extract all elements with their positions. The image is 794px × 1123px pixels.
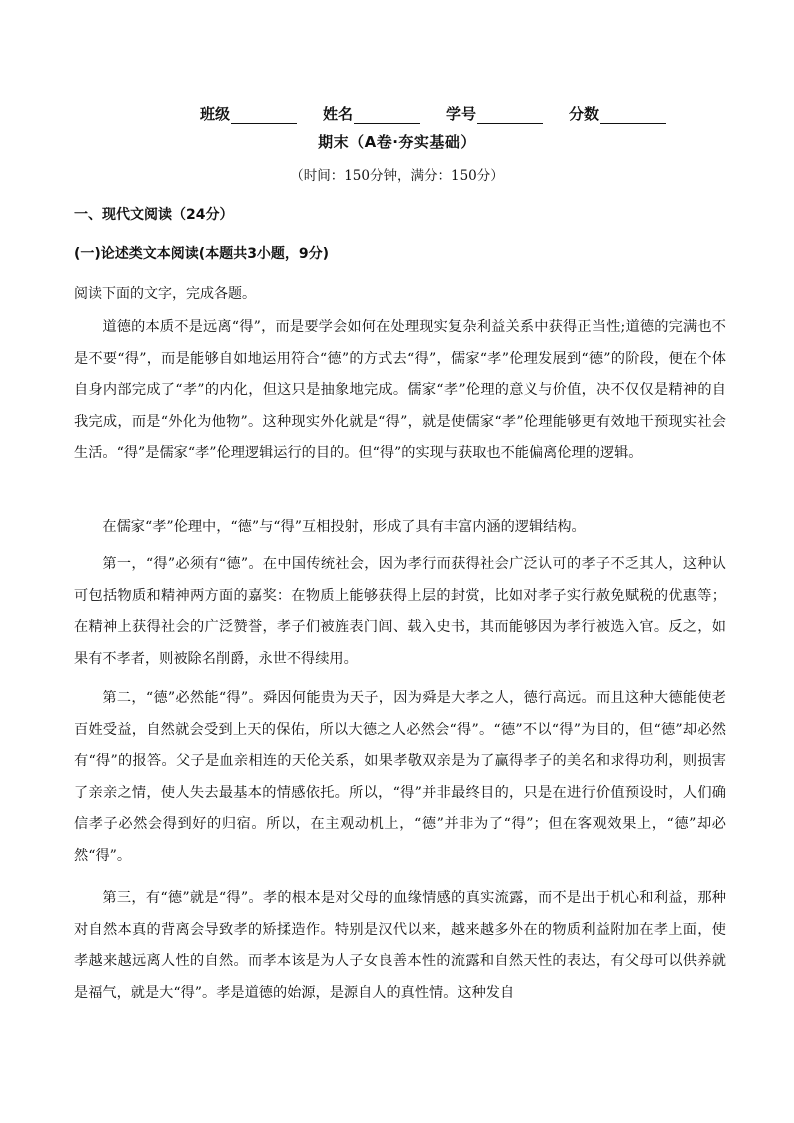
exam-title: 期末（A卷·夯实基础）	[318, 133, 476, 151]
paragraph-5: 第三，有“德”就是“得”。孝的根本是对父母的血缘情感的真实流露，而不是出于机心和利益，那种对自然本真的背离会导致孝的矫揉造作。特别是汉代以来，越来越多外在的物质利益附加在孝上面，使孝越来越远离人性的自然。而孝本该是为人子女良善本性的流露和自然天性的表达，有父母可以供养就是福气，就是大“得”。孝是道德的始源，是源自人的真性情。这种发自	[74, 890, 726, 1001]
paragraph-3: 第一，“得”必须有“德”。在中国传统社会，因为孝行而获得社会广泛认可的孝子不乏其人，这种认可包括物质和精神两方面的嘉奖：在物质上能够获得上层的封赏，比如对孝子实行赦免赋税的优惠等；在精神上获得社会的广泛赞誉，孝子们被旌表门闾、载入史书，其而能够因为孝行被选入官。反之，如果有不孝者，则被除名削爵，永世不得续用。	[74, 556, 726, 667]
score-field	[569, 103, 666, 124]
student-info-header	[200, 100, 680, 124]
name-label: 姓名	[323, 105, 354, 123]
student-no-label: 学号	[446, 105, 477, 123]
paragraph-1: 道德的本质不是远离“得”，而是要学会如何在处理现实复杂利益关系中获得正当性;道德的完满也不是不要“得”，而是能够自如地运用符合“德”的方式去“得”，儒家“孝”伦理发展到“德”的阶段，便在个体自身内部完成了“孝”的内化，但这只是抽象地完成。儒家“孝”伦理的意义与价值，决不仅仅是精神的自我完成，而是“外化为他物”。这种现实外化就是“得”，就是使儒家“孝”伦理能够更有效地干预现实社会生活。“得”是儒家“孝”伦理逻辑运行的目的。但“得”的实现与获取也不能偏离伦理的逻辑。	[74, 319, 726, 462]
student-no-field	[446, 103, 543, 124]
instruction-text: 阅读下面的文字，完成各题。	[74, 286, 256, 302]
paragraph-2: 在儒家“孝”伦理中，“德”与“得”互相投射，形成了具有丰富内涵的逻辑结构。	[102, 519, 586, 535]
exam-subtitle: （时间：150分钟，满分：150分）	[290, 168, 504, 184]
paragraph-4: 第二，“德”必然能“得”。舜因何能贵为天子，因为舜是大孝之人，德行高远。而且这种大德能使老百姓受益，自然就会受到上天的保佑，所以大德之人必然会“得”。“德”不以“得”为目的，但“德”却必然有“得”的报答。父子是血亲相连的天伦关系，如果孝敬双亲是为了赢得孝子的美名和求得功利，则损害了亲亲之情，使人失去最基本的情感依托。所以，“得”并非最终目的，只是在进行价值预设时，人们确信孝子必然会得到好的归宿。所以，在主观动机上，“德”并非为了“得”；但在客观效果上，“德”却必然“得”。	[74, 690, 726, 864]
score-blank[interactable]	[600, 107, 666, 124]
class-field	[200, 103, 297, 124]
section-subheading: (一)论述类文本阅读(本题共3小题，9分)	[74, 246, 330, 262]
score-label: 分数	[569, 105, 600, 123]
name-field	[323, 103, 420, 124]
class-label: 班级	[200, 105, 231, 123]
name-blank[interactable]	[354, 107, 420, 124]
class-blank[interactable]	[231, 107, 297, 124]
section-heading: 一、现代文阅读（24分）	[74, 207, 234, 223]
student-no-blank[interactable]	[477, 107, 543, 124]
